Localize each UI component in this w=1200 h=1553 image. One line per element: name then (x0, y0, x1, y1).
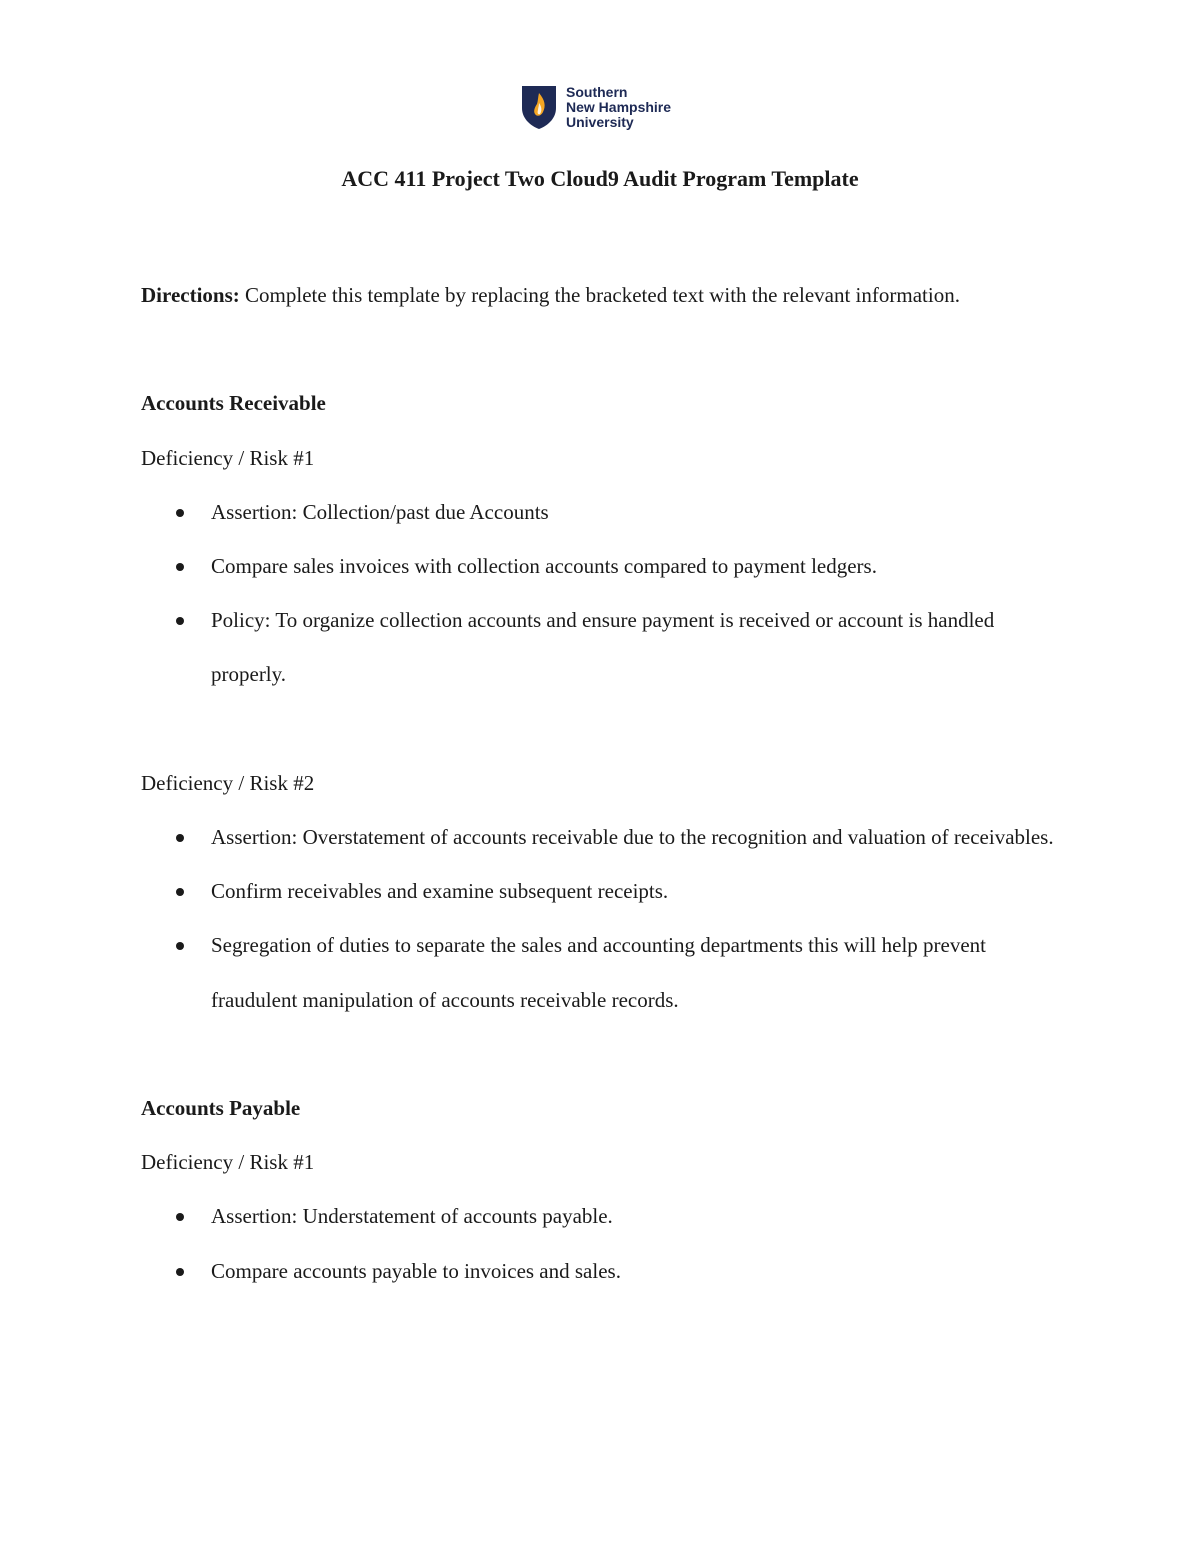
section-heading-accounts-receivable: Accounts Receivable (141, 391, 326, 416)
risk-label: Deficiency / Risk #2 (141, 770, 315, 795)
logo-line-1: Southern (566, 83, 628, 100)
list-item (141, 918, 1061, 1026)
directions-paragraph (141, 268, 1061, 322)
bullet-icon (176, 1213, 184, 1221)
bullet-icon (176, 1268, 184, 1276)
bullet-list (141, 1189, 1061, 1297)
risk-label: Deficiency / Risk #1 (141, 445, 315, 470)
university-logo (520, 84, 671, 130)
bullet-icon (176, 617, 184, 625)
list-item (141, 539, 1061, 593)
list-item-text: Compare sales invoices with collection accounts compared to payment ledgers. (211, 554, 877, 578)
section-heading-accounts-payable: Accounts Payable (141, 1096, 301, 1120)
directions-text: Complete this template by replacing the bracketed text with the relevant information. (239, 283, 960, 307)
list-item-text: Assertion: Collection/past due Accounts (211, 499, 549, 524)
list-item-text: Segregation of duties to separate the sales and accounting departments this will help prevent fraudulent manipulation of accounts receivable records. (211, 933, 987, 1012)
list-item-text: Confirm receivables and examine subsequent receipts. (211, 879, 669, 904)
university-name (566, 85, 671, 130)
directions-label: Directions: (141, 283, 240, 307)
risk-label: Deficiency / Risk #1 (141, 1150, 315, 1175)
bullet-icon (176, 509, 184, 517)
bullet-icon (176, 834, 184, 842)
list-item-text: Compare accounts payable to invoices and sales. (211, 1258, 621, 1283)
bullet-icon (176, 888, 184, 896)
list-item (141, 1244, 1061, 1298)
list-item (141, 485, 1061, 539)
list-item-text: Assertion: Understatement of accounts payable. (211, 1204, 613, 1229)
document-body (141, 268, 1061, 1298)
bullet-icon (176, 942, 184, 950)
bullet-icon (176, 563, 184, 571)
list-item (141, 593, 1061, 701)
list-item-text: Policy: To organize collection accounts and ensure payment is received or account is handled properly. (211, 608, 995, 687)
list-item (141, 864, 1061, 918)
document-title: ACC 411 Project Two Cloud9 Audit Program Template (341, 166, 859, 191)
bullet-list (141, 810, 1061, 1027)
logo-line-2: New Hampshire (566, 98, 672, 115)
shield-flame-icon (520, 84, 558, 130)
list-item (141, 1189, 1061, 1243)
list-item-text: Assertion: Overstatement of accounts receivable due to the recognition and valuation of receivables. (211, 825, 1054, 849)
bullet-list (141, 485, 1061, 702)
list-item (141, 810, 1061, 864)
logo-line-3: University (566, 113, 634, 130)
